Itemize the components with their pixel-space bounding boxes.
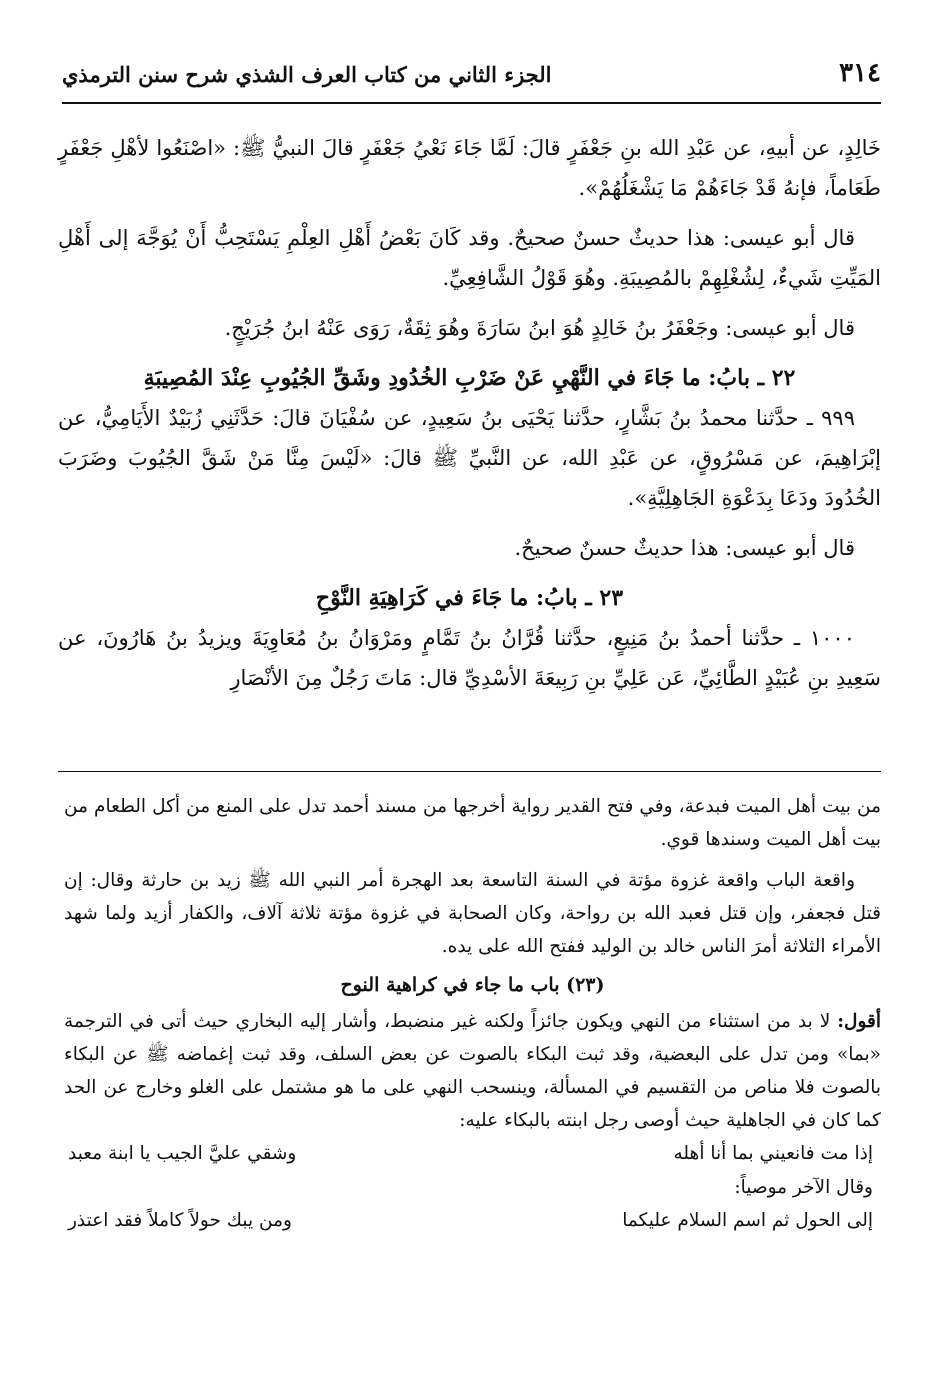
commentary	[64, 790, 881, 1238]
abu-isa-comment: قال أبو عيسى: هذا حديثٌ حسنٌ صحيحٌ. وقد كَانَ بَعْضُ أَهْلِ العِلْمِ يَسْتَحِبُّ أَنْ يُوَجَّهَ إلى أَهْلِ المَيِّتِ شَيءٌ، لِشُغْلِهِمْ بالمُصِيبَةِ. وهُوَ قَوْلُ الشَّافِعِيِّ.	[58, 226, 881, 290]
verse-2-first-hemistich: إلى الحول ثم اسم السلام عليكما	[622, 1210, 873, 1231]
commentary-heading-23: (٢٣) باب ما جاء في كراهية النوح	[340, 974, 605, 996]
header-rule	[62, 102, 881, 104]
page-header	[62, 52, 881, 100]
abu-isa-narrator-note: قال أبو عيسى: وجَعْفَرُ بنُ خَالِدٍ هُوَ ابنُ سَارَةَ وهُوَ ثِقَةٌ، رَوَى عَنْهُ ابنُ جُرَيْجٍ.	[224, 316, 855, 340]
chapter-heading-22: ٢٢ ـ بابُ: ما جَاءَ في النَّهْيِ عَنْ ضَرْبِ الخُدُودِ وشَقِّ الجُيُوبِ عِنْدَ المُصِيبَةِ	[143, 365, 796, 391]
main-text	[58, 128, 881, 698]
commentary-food-note: من بيت أهل الميت فبدعة، وفي فتح القدير رواية أخرجها من مسند أحمد تدل على المنع من أكل الطعام من بيت أهل الميت وسندها قوي.	[64, 796, 881, 850]
hadith-1000: ١٠٠٠ ـ حدَّثنا أحمدُ بنُ مَنِيعٍ، حدَّثنا قُرَّانُ بنُ تَمَّامٍ ومَرْوَانُ بنُ مُعَاوِيَةَ ويزيدُ بنُ هَارُونَ، عن سَعِيدِ بنِ عُبَيْدٍ الطَّائِيِّ، عَن عَلِيِّ بنِ رَبِيعَةَ الأسْدِيِّ قال: مَاتَ رَجُلٌ مِنَ الأنْصَارِ	[58, 626, 881, 690]
running-title: الجزء الثاني من كتاب العرف الشذي شرح سنن الترمذي	[62, 62, 552, 87]
verse-2	[64, 1204, 881, 1238]
page-number: ٣١٤	[839, 58, 881, 88]
verse-1-second-hemistich: وشقي عليَّ الجيب يا ابنة معبد	[68, 1143, 297, 1164]
hadith-999: ٩٩٩ ـ حدَّثنا محمدُ بنُ بَشَّارٍ، حدَّثنا يَحْيَى بنُ سَعِيدٍ، عن سُفْيَانَ قالَ: حَدَّثَنِي زُبَيْدٌ الأَيَامِيُّ، عن إبْرَاهِيمَ، عن مَسْرُوقٍ، عن عَبْدِ الله، عن النَّبيِّ ﷺ قالَ: «لَيْسَ مِنَّا مَنْ شَقَّ الجُيُوبَ وضَرَبَ الخُدُودَ ودَعَا بِدَعْوَةِ الجَاهِلِيَّةِ».	[58, 406, 881, 510]
hadith-continuation: خَالِدٍ، عن أبيهِ، عن عَبْدِ الله بنِ جَعْفَرٍ قالَ: لَمَّا جَاءَ نَعْيُ جَعْفَرٍ قالَ النبيُّ ﷺ: «اصْنَعُوا لأهْلِ جَعْفَرٍ طَعَاماً، فإنهُ قَدْ جَاءَهُمْ مَا يَشْغَلُهُمْ».	[58, 136, 881, 200]
aqul-text: لا بد من استثناء من النهي ويكون جائزاً ولكنه غير منضبط، وأشار إليه البخاري حيث أتى في الترجمة «بما» ومن تدل على البعضية، وقد ثبت البكاء بالصوت عن بعض السلف، وقد ثبت إغماضه ﷺ عن البكاء بالصوت فلا مناص من التقسيم في المسألة، وينسحب النهي على ما هو مشتمل على الغلو وخارج عن الحد كما كان في الجاهلية حيث أوصى رجل ابنته بالبكاء عليه:	[64, 1011, 881, 1131]
verse-intro: وقال الآخر موصياً:	[734, 1177, 873, 1198]
commentary-aqul	[64, 1005, 881, 1137]
commentary-mutah: واقعة الباب واقعة غزوة مؤتة في السنة التاسعة بعد الهجرة أمر النبي الله ﷺ زيد بن حارثة وقال: إن قتل فجعفر، وإن قتل فعبد الله بن رواحة، وكان الصحابة في غزوة مؤتة ثلاثة آلاف، والكفار أزيد ولما شهد الأمراء الثلاثة أمرَ الناس خالد بن الوليد ففتح الله على يده.	[64, 870, 881, 957]
footnote-rule	[58, 771, 881, 772]
verse-2-second-hemistich: ومن يبك حولاً كاملاً فقد اعتذر	[68, 1210, 292, 1231]
chapter-heading-23: ٢٣ ـ بابُ: ما جَاءَ في كَرَاهِيَةِ النَّوْحِ	[315, 585, 624, 611]
abu-isa-grading: قال أبو عيسى: هذا حديثٌ حسنٌ صحيحٌ.	[514, 536, 855, 560]
verse-1-first-hemistich: إذا مت فانعيني بما أنا أهله	[673, 1143, 873, 1164]
aqul-label: أقول:	[837, 1011, 881, 1032]
verse-1	[64, 1137, 881, 1171]
